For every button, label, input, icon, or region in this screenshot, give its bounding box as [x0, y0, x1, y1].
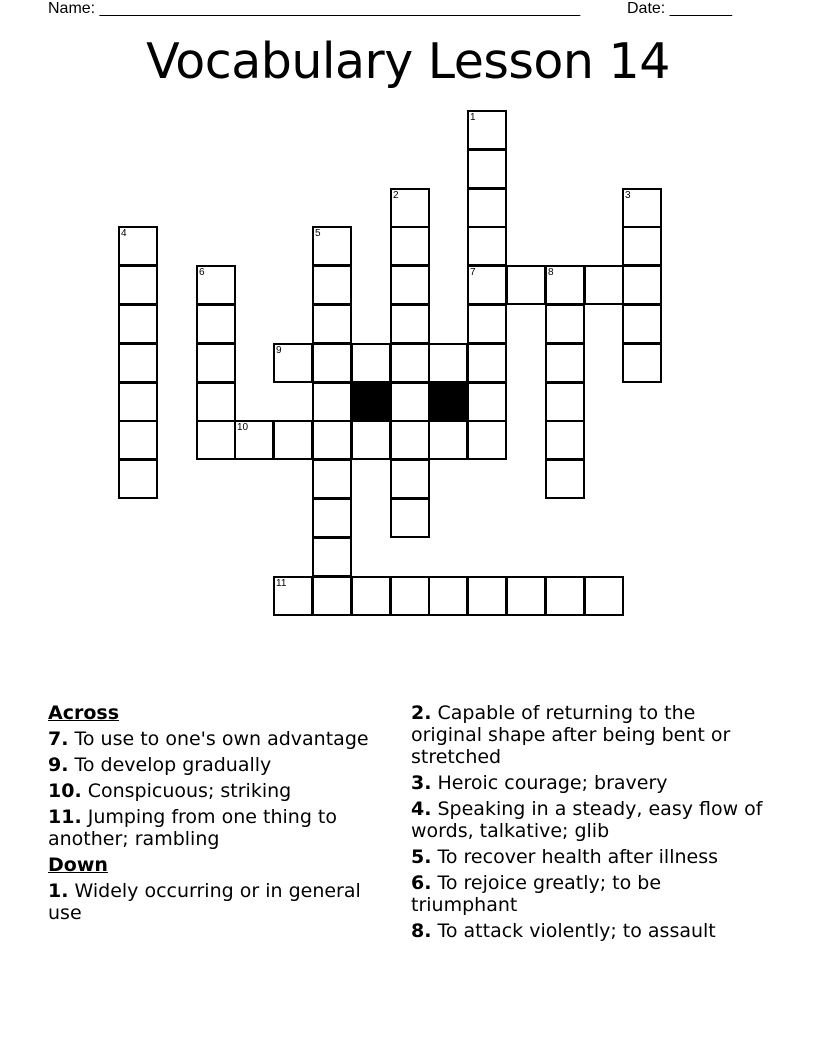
grid-cell[interactable]	[312, 498, 352, 538]
grid-cell[interactable]	[428, 420, 468, 460]
clue-text: Conspicuous; striking	[87, 780, 292, 802]
grid-cell[interactable]	[390, 459, 430, 499]
clue-number-label: 5	[315, 228, 321, 239]
grid-cell[interactable]	[622, 188, 662, 228]
clue-number: 8.	[411, 920, 432, 942]
grid-cell[interactable]	[467, 110, 507, 150]
grid-cell[interactable]	[196, 343, 236, 383]
clue-across-7	[48, 728, 378, 750]
clue-text: To rejoice greatly; to be triumphant	[411, 872, 662, 916]
grid-cell[interactable]	[467, 382, 507, 422]
grid-cell[interactable]	[545, 459, 585, 499]
grid-cell[interactable]	[545, 343, 585, 383]
page-title: Vocabulary Lesson 14	[146, 33, 670, 90]
grid-cell[interactable]	[545, 304, 585, 344]
clue-number: 9.	[48, 754, 69, 776]
grid-cell[interactable]	[118, 265, 158, 305]
grid-cell[interactable]	[312, 537, 352, 577]
grid-cell[interactable]	[273, 420, 313, 460]
grid-cell[interactable]	[390, 498, 430, 538]
across-heading: Across	[48, 702, 120, 724]
clue-number-label: 1	[470, 112, 476, 123]
clue-down-4	[411, 798, 771, 842]
clue-number-label: 6	[199, 267, 205, 278]
clue-number: 2.	[411, 702, 432, 724]
grid-cell[interactable]	[467, 149, 507, 189]
grid-cell[interactable]	[467, 576, 507, 616]
grid-cell[interactable]	[196, 420, 236, 460]
grid-cell[interactable]	[428, 343, 468, 383]
down-heading: Down	[48, 854, 108, 876]
clue-number-label: 8	[548, 267, 554, 278]
clue-text: To develop gradually	[74, 754, 272, 776]
clue-number-label: 3	[625, 190, 631, 201]
grid-cell[interactable]	[467, 343, 507, 383]
clue-number: 6.	[411, 872, 432, 894]
clue-number-label: 7	[470, 267, 476, 278]
grid-cell[interactable]	[467, 265, 507, 305]
clue-number: 1.	[48, 880, 69, 902]
grid-cell[interactable]	[118, 304, 158, 344]
clue-text: Heroic courage; bravery	[437, 772, 668, 794]
grid-cell[interactable]	[390, 576, 430, 616]
grid-cell[interactable]	[390, 382, 430, 422]
clues-left-column	[48, 702, 378, 928]
grid-cell[interactable]	[196, 382, 236, 422]
clue-text: Speaking in a steady, easy flow of words, talkative; glib	[411, 798, 763, 842]
grid-cell[interactable]	[312, 576, 352, 616]
clue-number-label: 11	[276, 578, 287, 589]
grid-cell[interactable]	[312, 226, 352, 266]
grid-cell[interactable]	[118, 226, 158, 266]
grid-cell[interactable]	[351, 576, 391, 616]
clue-number: 10.	[48, 780, 82, 802]
grid-cell[interactable]	[351, 343, 391, 383]
date-field[interactable]: Date: _______	[627, 0, 732, 17]
grid-cell[interactable]	[118, 382, 158, 422]
clue-down-8	[411, 920, 771, 942]
grid-cell[interactable]	[312, 343, 352, 383]
clue-text: To recover health after illness	[437, 846, 719, 868]
grid-cell[interactable]	[312, 459, 352, 499]
clue-down-5	[411, 846, 771, 868]
grid-cell[interactable]	[584, 265, 624, 305]
clue-number: 7.	[48, 728, 69, 750]
grid-cell[interactable]	[622, 265, 662, 305]
grid-cell[interactable]	[545, 420, 585, 460]
grid-cell[interactable]	[118, 420, 158, 460]
grid-cell[interactable]	[584, 576, 624, 616]
grid-cell[interactable]	[545, 265, 585, 305]
clue-number-label: 4	[121, 228, 127, 239]
clue-down-1	[48, 880, 378, 924]
clue-text: Widely occurring or in general use	[48, 880, 361, 924]
name-field[interactable]: Name: ______________________________________________________	[48, 0, 581, 17]
clue-number: 11.	[48, 806, 82, 828]
grid-cell[interactable]	[390, 265, 430, 305]
grid-cell[interactable]	[467, 304, 507, 344]
grid-cell[interactable]	[622, 343, 662, 383]
grid-cell[interactable]	[428, 576, 468, 616]
clue-number: 3.	[411, 772, 432, 794]
grid-cell[interactable]	[390, 420, 430, 460]
grid-cell[interactable]	[390, 188, 430, 228]
clue-across-9	[48, 754, 378, 776]
clue-down-6	[411, 872, 771, 916]
grid-cell[interactable]	[196, 265, 236, 305]
grid-cell[interactable]	[390, 343, 430, 383]
grid-cell[interactable]	[273, 576, 313, 616]
clue-text: To use to one's own advantage	[74, 728, 369, 750]
grid-cell[interactable]	[312, 382, 352, 422]
clue-number: 5.	[411, 846, 432, 868]
grid-cell[interactable]	[467, 226, 507, 266]
grid-cell[interactable]	[467, 420, 507, 460]
clues-right-column	[411, 702, 771, 946]
grid-cell[interactable]	[622, 226, 662, 266]
grid-cell[interactable]	[351, 420, 391, 460]
grid-cell[interactable]	[545, 382, 585, 422]
clue-text: Jumping from one thing to another; rambling	[48, 806, 337, 850]
grid-cell[interactable]	[506, 265, 546, 305]
grid-cell[interactable]	[118, 343, 158, 383]
clue-across-11	[48, 806, 378, 850]
clue-down-3	[411, 772, 771, 794]
black-square	[428, 382, 468, 422]
grid-cell[interactable]	[390, 304, 430, 344]
grid-cell[interactable]	[234, 420, 274, 460]
clue-text: Capable of returning to the original shape after being bent or stretched	[411, 702, 731, 768]
clue-number-label: 10	[237, 422, 249, 433]
grid-cell[interactable]	[545, 576, 585, 616]
clue-down-2	[411, 702, 771, 768]
grid-cell[interactable]	[273, 343, 313, 383]
grid-cell[interactable]	[622, 304, 662, 344]
clue-number-label: 9	[276, 345, 282, 356]
grid-cell[interactable]	[118, 459, 158, 499]
grid-cell[interactable]	[506, 576, 546, 616]
grid-cell[interactable]	[467, 188, 507, 228]
grid-cell[interactable]	[312, 265, 352, 305]
grid-cell[interactable]	[390, 226, 430, 266]
grid-cell[interactable]	[196, 304, 236, 344]
clue-number-label: 2	[393, 190, 399, 201]
black-square	[351, 382, 391, 422]
clue-number: 4.	[411, 798, 432, 820]
clue-text: To attack violently; to assault	[437, 920, 716, 942]
grid-cell[interactable]	[312, 304, 352, 344]
grid-cell[interactable]	[312, 420, 352, 460]
clue-across-10	[48, 780, 378, 802]
